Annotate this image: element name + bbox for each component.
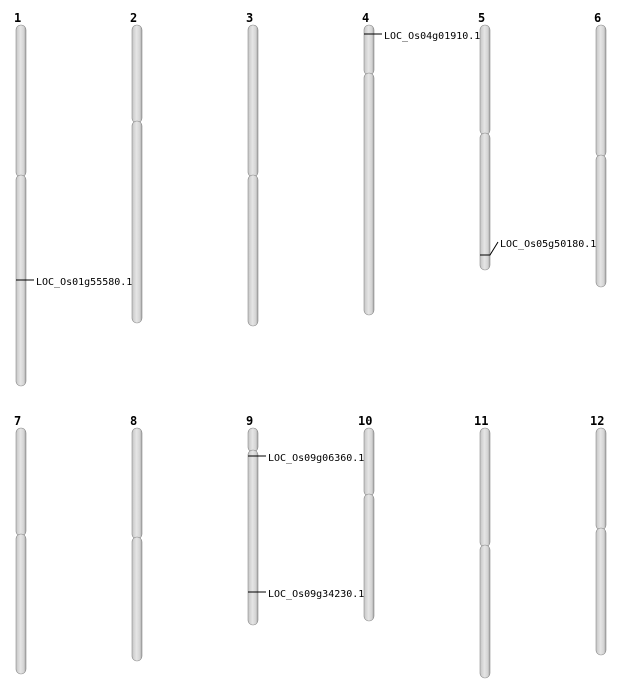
gene-label: LOC_Os09g34230.1 [268, 589, 365, 600]
chromosome-3 [246, 11, 258, 326]
chromosome-11-q-arm [480, 545, 490, 678]
chromosome-11 [474, 414, 490, 678]
chromosome-label-3: 3 [246, 11, 254, 25]
chromosome-label-1: 1 [14, 11, 22, 25]
chromosome-9-q-arm [248, 450, 258, 625]
chromosome-12 [590, 414, 606, 655]
chromosome-label-9: 9 [246, 414, 254, 428]
chromosome-2-p-arm [132, 25, 142, 123]
gene-marker [480, 239, 596, 255]
chromosome-4-q-arm [364, 73, 374, 315]
chromosome-7-q-arm [16, 534, 26, 674]
chromosome-6-q-arm [596, 155, 606, 287]
chromosome-9 [246, 414, 258, 625]
chromosome-label-11: 11 [474, 414, 489, 428]
chromosome-6-p-arm [596, 25, 606, 157]
chromosome-5-p-arm [480, 25, 490, 135]
chromosome-2-q-arm [132, 121, 142, 323]
chromosome-4 [362, 11, 374, 315]
chromosome-1 [14, 11, 26, 386]
chromosome-label-7: 7 [14, 414, 22, 428]
chromosome-5 [478, 11, 490, 270]
chromosome-label-6: 6 [594, 11, 602, 25]
chromosome-12-q-arm [596, 528, 606, 655]
chromosome-3-q-arm [248, 175, 258, 326]
chromosome-10-p-arm [364, 428, 374, 496]
gene-marker [16, 277, 132, 288]
chromosome-label-4: 4 [362, 11, 370, 25]
chromosome-3-p-arm [248, 25, 258, 177]
chromosome-5-q-arm [480, 133, 490, 270]
chromosome-11-p-arm [480, 428, 490, 547]
gene-label: LOC_Os04g01910.1 [384, 31, 481, 42]
chromosome-7-p-arm [16, 428, 26, 536]
chromosome-8 [130, 414, 142, 661]
chromosome-8-p-arm [132, 428, 142, 539]
chromosome-7 [14, 414, 26, 674]
chromosome-1-p-arm [16, 25, 26, 177]
chromosome-12-p-arm [596, 428, 606, 530]
gene-label: LOC_Os01g55580.1 [36, 277, 133, 288]
chromosome-9-p-arm [248, 428, 258, 452]
chromosome-8-q-arm [132, 537, 142, 661]
gene-marker [364, 31, 480, 42]
chromosome-10-q-arm [364, 494, 374, 621]
chromosome-label-8: 8 [130, 414, 138, 428]
chromosome-label-12: 12 [590, 414, 605, 428]
chromosome-4-p-arm [364, 25, 374, 75]
gene-marker [248, 453, 364, 464]
chromosome-label-2: 2 [130, 11, 138, 25]
gene-label: LOC_Os05g50180.1 [500, 239, 597, 250]
chromosome-label-5: 5 [478, 11, 486, 25]
gene-marker [248, 589, 364, 600]
gene-label: LOC_Os09g06360.1 [268, 453, 365, 464]
chromosome-label-10: 10 [358, 414, 373, 428]
